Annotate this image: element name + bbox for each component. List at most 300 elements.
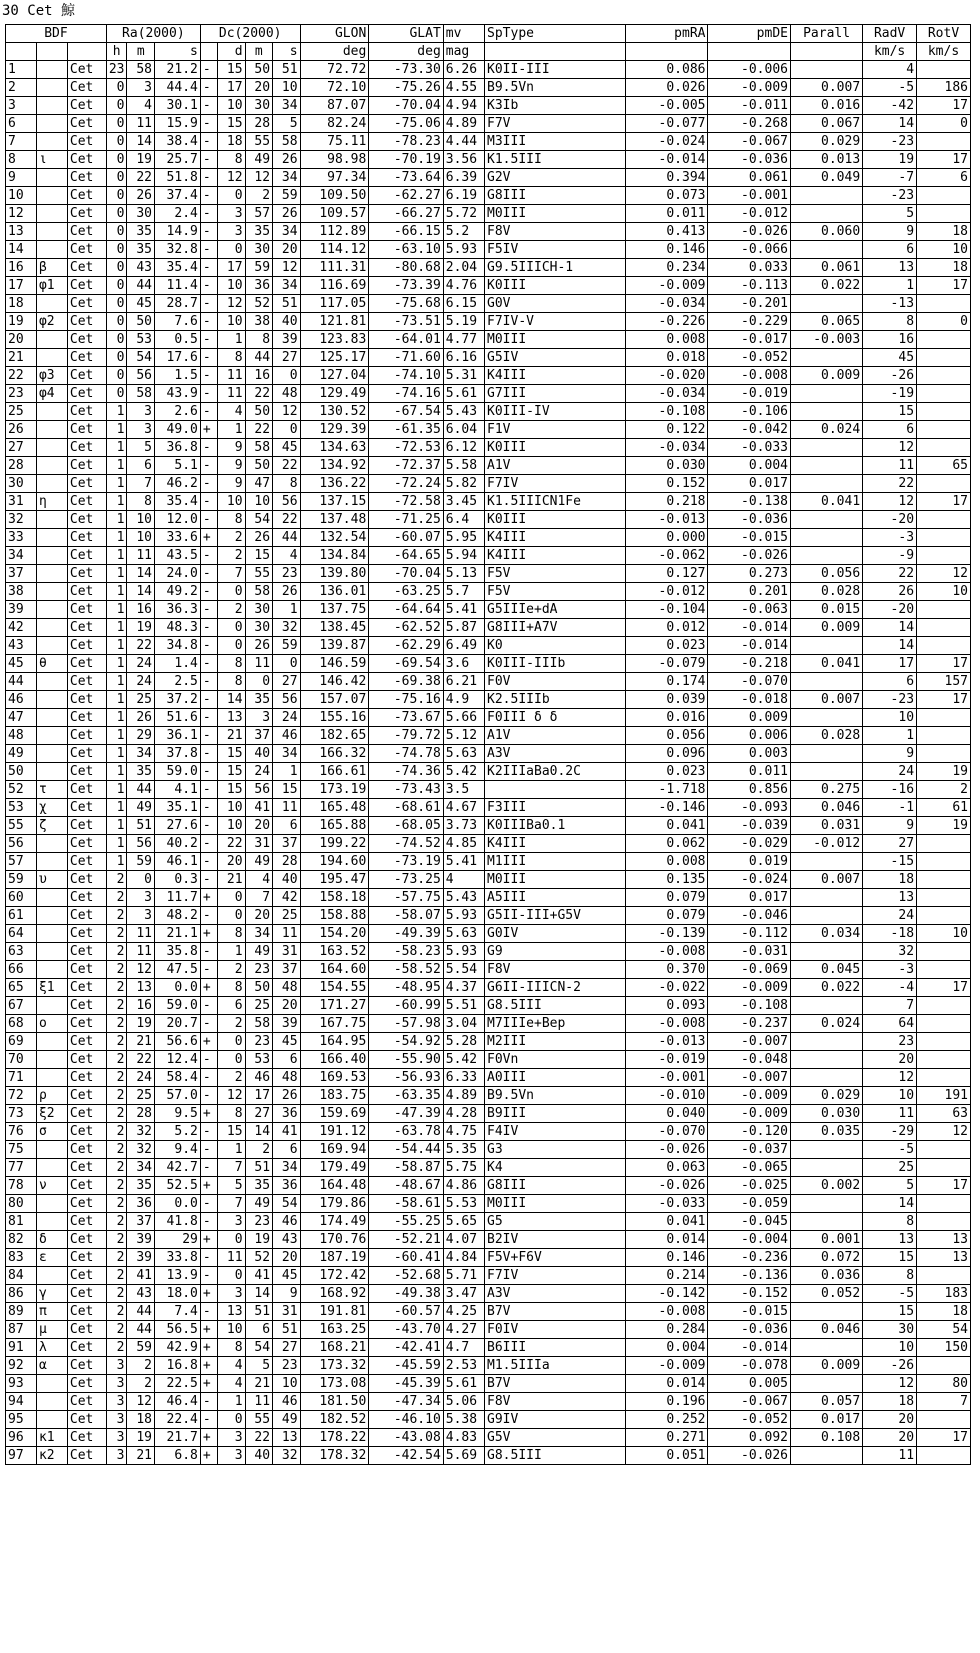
ra-h-cell: 1 bbox=[106, 511, 127, 529]
pmde-cell: -0.065 bbox=[708, 1159, 791, 1177]
ra-h-cell: 2 bbox=[106, 889, 127, 907]
dec-d-cell: 10 bbox=[218, 799, 246, 817]
dec-m-cell: 41 bbox=[245, 799, 273, 817]
dec-m-cell: 53 bbox=[245, 1051, 273, 1069]
ra-h-cell: 1 bbox=[106, 637, 127, 655]
pmde-cell: -0.268 bbox=[708, 115, 791, 133]
constellation-cell: Cet bbox=[67, 727, 106, 745]
header-radv: RadV bbox=[863, 25, 917, 43]
bdf-num-cell: 33 bbox=[6, 529, 37, 547]
ra-m-cell: 3 bbox=[127, 421, 155, 439]
glon-cell: 123.83 bbox=[300, 331, 369, 349]
glon-cell: 136.01 bbox=[300, 583, 369, 601]
table-row bbox=[6, 925, 971, 943]
dec-m-cell: 21 bbox=[245, 1375, 273, 1393]
bdf-num-cell: 45 bbox=[6, 655, 37, 673]
sptype-cell: G8III bbox=[485, 1177, 626, 1195]
constellation-cell: Cet bbox=[67, 1339, 106, 1357]
constellation-cell: Cet bbox=[67, 1411, 106, 1429]
ra-h-cell: 1 bbox=[106, 619, 127, 637]
dec-m-cell: 40 bbox=[245, 1447, 273, 1465]
dec-sign-cell: - bbox=[200, 1249, 217, 1267]
rotv-cell: 0 bbox=[917, 313, 971, 331]
table-row bbox=[6, 205, 971, 223]
mv-cell: 5.53 bbox=[443, 1195, 484, 1213]
parall-cell: 0.028 bbox=[790, 727, 862, 745]
glat-cell: -70.04 bbox=[369, 565, 443, 583]
bayer-cell bbox=[36, 1213, 67, 1231]
pmra-cell: -0.034 bbox=[625, 295, 708, 313]
constellation-cell: Cet bbox=[67, 1123, 106, 1141]
ra-m-cell: 10 bbox=[127, 529, 155, 547]
bdf-num-cell: 81 bbox=[6, 1213, 37, 1231]
dec-s-cell: 32 bbox=[273, 1447, 301, 1465]
dec-m-cell: 6 bbox=[245, 1321, 273, 1339]
dec-m-cell: 36 bbox=[245, 277, 273, 295]
dec-d-cell: 2 bbox=[218, 547, 246, 565]
ra-s-cell: 22.5 bbox=[154, 1375, 200, 1393]
dec-sign-cell: - bbox=[200, 475, 217, 493]
ra-m-cell: 43 bbox=[127, 259, 155, 277]
pmde-cell: 0.019 bbox=[708, 853, 791, 871]
dec-m-cell: 37 bbox=[245, 727, 273, 745]
pmde-cell: -0.014 bbox=[708, 619, 791, 637]
ra-m-cell: 44 bbox=[127, 277, 155, 295]
ra-s-cell: 11.4 bbox=[154, 277, 200, 295]
glat-cell: -60.07 bbox=[369, 529, 443, 547]
constellation-cell: Cet bbox=[67, 241, 106, 259]
dec-m-cell: 4 bbox=[245, 871, 273, 889]
unit-dec-s: s bbox=[273, 43, 301, 61]
dec-m-cell: 12 bbox=[245, 169, 273, 187]
dec-s-cell: 26 bbox=[273, 205, 301, 223]
ra-s-cell: 48.2 bbox=[154, 907, 200, 925]
dec-d-cell: 15 bbox=[218, 1123, 246, 1141]
mv-cell: 5.35 bbox=[443, 1141, 484, 1159]
dec-sign-cell: - bbox=[200, 367, 217, 385]
radv-cell: 32 bbox=[863, 943, 917, 961]
dec-s-cell: 27 bbox=[273, 1339, 301, 1357]
glat-cell: -60.41 bbox=[369, 1249, 443, 1267]
table-row bbox=[6, 277, 971, 295]
ra-s-cell: 7.4 bbox=[154, 1303, 200, 1321]
parall-cell: 0.007 bbox=[790, 871, 862, 889]
bdf-num-cell: 34 bbox=[6, 547, 37, 565]
radv-cell: 20 bbox=[863, 1411, 917, 1429]
bdf-num-cell: 6 bbox=[6, 115, 37, 133]
constellation-cell: Cet bbox=[67, 781, 106, 799]
glon-cell: 117.05 bbox=[300, 295, 369, 313]
ra-s-cell: 22.4 bbox=[154, 1411, 200, 1429]
ra-m-cell: 26 bbox=[127, 709, 155, 727]
dec-d-cell: 22 bbox=[218, 835, 246, 853]
glat-cell: -43.70 bbox=[369, 1321, 443, 1339]
dec-sign-cell: - bbox=[200, 331, 217, 349]
bayer-cell bbox=[36, 1069, 67, 1087]
constellation-cell: Cet bbox=[67, 1177, 106, 1195]
glon-cell: 191.81 bbox=[300, 1303, 369, 1321]
dec-sign-cell: - bbox=[200, 61, 217, 79]
bdf-num-cell: 44 bbox=[6, 673, 37, 691]
bayer-cell bbox=[36, 223, 67, 241]
unit-ra-s: s bbox=[154, 43, 200, 61]
ra-m-cell: 54 bbox=[127, 349, 155, 367]
pmra-cell: -0.008 bbox=[625, 943, 708, 961]
ra-m-cell: 49 bbox=[127, 799, 155, 817]
bdf-num-cell: 12 bbox=[6, 205, 37, 223]
radv-cell: 20 bbox=[863, 1429, 917, 1447]
ra-h-cell: 1 bbox=[106, 403, 127, 421]
ra-h-cell: 2 bbox=[106, 1033, 127, 1051]
radv-cell: -29 bbox=[863, 1123, 917, 1141]
rotv-cell: 17 bbox=[917, 277, 971, 295]
rotv-cell bbox=[917, 745, 971, 763]
pmde-cell: -0.059 bbox=[708, 1195, 791, 1213]
glat-cell: -48.95 bbox=[369, 979, 443, 997]
mv-cell: 3.6 bbox=[443, 655, 484, 673]
dec-m-cell: 55 bbox=[245, 565, 273, 583]
ra-h-cell: 1 bbox=[106, 799, 127, 817]
radv-cell: -18 bbox=[863, 925, 917, 943]
pmra-cell: 0.040 bbox=[625, 1105, 708, 1123]
glon-cell: 166.61 bbox=[300, 763, 369, 781]
rotv-cell bbox=[917, 835, 971, 853]
pmde-cell: -0.113 bbox=[708, 277, 791, 295]
radv-cell: 18 bbox=[863, 1393, 917, 1411]
ra-h-cell: 1 bbox=[106, 673, 127, 691]
glat-cell: -79.72 bbox=[369, 727, 443, 745]
dec-sign-cell: - bbox=[200, 403, 217, 421]
dec-d-cell: 3 bbox=[218, 1447, 246, 1465]
ra-m-cell: 19 bbox=[127, 151, 155, 169]
sptype-cell: G5IV bbox=[485, 349, 626, 367]
pmde-cell: -0.063 bbox=[708, 601, 791, 619]
dec-s-cell: 1 bbox=[273, 601, 301, 619]
sptype-cell: M0III bbox=[485, 871, 626, 889]
ra-s-cell: 43.9 bbox=[154, 385, 200, 403]
mv-cell: 6.33 bbox=[443, 1069, 484, 1087]
mv-cell: 5.28 bbox=[443, 1033, 484, 1051]
sptype-cell: F7IV bbox=[485, 1267, 626, 1285]
bayer-cell bbox=[36, 1141, 67, 1159]
ra-h-cell: 2 bbox=[106, 1123, 127, 1141]
rotv-cell: 2 bbox=[917, 781, 971, 799]
dec-d-cell: 2 bbox=[218, 529, 246, 547]
table-row bbox=[6, 295, 971, 313]
dec-s-cell: 28 bbox=[273, 853, 301, 871]
constellation-cell: Cet bbox=[67, 1195, 106, 1213]
rotv-cell: 17 bbox=[917, 97, 971, 115]
pmra-cell: 0.012 bbox=[625, 619, 708, 637]
dec-m-cell: 24 bbox=[245, 763, 273, 781]
dec-s-cell: 46 bbox=[273, 1213, 301, 1231]
dec-s-cell: 40 bbox=[273, 313, 301, 331]
ra-m-cell: 3 bbox=[127, 79, 155, 97]
bayer-cell: α bbox=[36, 1357, 67, 1375]
rotv-cell: 0 bbox=[917, 115, 971, 133]
ra-m-cell: 3 bbox=[127, 907, 155, 925]
pmra-cell: -0.001 bbox=[625, 1069, 708, 1087]
ra-m-cell: 18 bbox=[127, 1411, 155, 1429]
bayer-cell bbox=[36, 1411, 67, 1429]
constellation-cell: Cet bbox=[67, 1357, 106, 1375]
table-row bbox=[6, 1159, 971, 1177]
bdf-num-cell: 48 bbox=[6, 727, 37, 745]
ra-m-cell: 21 bbox=[127, 1447, 155, 1465]
table-row bbox=[6, 817, 971, 835]
rotv-cell: 7 bbox=[917, 1393, 971, 1411]
glat-cell: -62.52 bbox=[369, 619, 443, 637]
ra-m-cell: 2 bbox=[127, 1375, 155, 1393]
glat-cell: -70.19 bbox=[369, 151, 443, 169]
bdf-num-cell: 26 bbox=[6, 421, 37, 439]
sptype-cell: B9.5Vn bbox=[485, 1087, 626, 1105]
dec-sign-cell: - bbox=[200, 1123, 217, 1141]
table-row bbox=[6, 511, 971, 529]
table-row bbox=[6, 439, 971, 457]
dec-m-cell: 30 bbox=[245, 97, 273, 115]
rotv-cell bbox=[917, 1159, 971, 1177]
bayer-cell bbox=[36, 637, 67, 655]
mv-cell: 6.16 bbox=[443, 349, 484, 367]
mv-cell: 6.15 bbox=[443, 295, 484, 313]
dec-sign-cell: - bbox=[200, 457, 217, 475]
ra-m-cell: 58 bbox=[127, 385, 155, 403]
ra-h-cell: 2 bbox=[106, 1213, 127, 1231]
ra-h-cell: 2 bbox=[106, 979, 127, 997]
glat-cell: -73.43 bbox=[369, 781, 443, 799]
ra-s-cell: 51.8 bbox=[154, 169, 200, 187]
ra-m-cell: 6 bbox=[127, 457, 155, 475]
glat-cell: -52.21 bbox=[369, 1231, 443, 1249]
glat-cell: -64.64 bbox=[369, 601, 443, 619]
constellation-cell: Cet bbox=[67, 349, 106, 367]
ra-h-cell: 1 bbox=[106, 853, 127, 871]
pmde-cell: 0.004 bbox=[708, 457, 791, 475]
sptype-cell: F7V bbox=[485, 115, 626, 133]
dec-d-cell: 8 bbox=[218, 1105, 246, 1123]
ra-h-cell: 0 bbox=[106, 97, 127, 115]
pmra-cell: -0.139 bbox=[625, 925, 708, 943]
bayer-cell bbox=[36, 727, 67, 745]
ra-s-cell: 27.6 bbox=[154, 817, 200, 835]
glat-cell: -73.25 bbox=[369, 871, 443, 889]
dec-m-cell: 5 bbox=[245, 1357, 273, 1375]
ra-s-cell: 49.0 bbox=[154, 421, 200, 439]
mv-cell: 5.61 bbox=[443, 385, 484, 403]
mv-cell: 4.84 bbox=[443, 1249, 484, 1267]
radv-cell: -23 bbox=[863, 187, 917, 205]
dec-m-cell: 49 bbox=[245, 853, 273, 871]
pmde-cell: -0.067 bbox=[708, 1393, 791, 1411]
ra-s-cell: 37.2 bbox=[154, 691, 200, 709]
dec-sign-cell: - bbox=[200, 619, 217, 637]
sptype-cell: F7IV bbox=[485, 475, 626, 493]
dec-d-cell: 11 bbox=[218, 367, 246, 385]
glat-cell: -71.60 bbox=[369, 349, 443, 367]
dec-m-cell: 55 bbox=[245, 133, 273, 151]
ra-s-cell: 18.0 bbox=[154, 1285, 200, 1303]
unit-ra-m: m bbox=[127, 43, 155, 61]
ra-h-cell: 2 bbox=[106, 1249, 127, 1267]
dec-sign-cell: - bbox=[200, 907, 217, 925]
sptype-cell: F3III bbox=[485, 799, 626, 817]
ra-h-cell: 2 bbox=[106, 925, 127, 943]
pmde-cell: -0.136 bbox=[708, 1267, 791, 1285]
glon-cell: 167.75 bbox=[300, 1015, 369, 1033]
dec-s-cell: 51 bbox=[273, 295, 301, 313]
table-row bbox=[6, 943, 971, 961]
table-row bbox=[6, 457, 971, 475]
dec-d-cell: 11 bbox=[218, 1249, 246, 1267]
rotv-cell bbox=[917, 997, 971, 1015]
table-row bbox=[6, 619, 971, 637]
rotv-cell bbox=[917, 601, 971, 619]
glat-cell: -49.38 bbox=[369, 1285, 443, 1303]
pmde-cell: 0.273 bbox=[708, 565, 791, 583]
mv-cell: 5.95 bbox=[443, 529, 484, 547]
bayer-cell bbox=[36, 763, 67, 781]
table-row bbox=[6, 1267, 971, 1285]
dec-sign-cell: - bbox=[200, 835, 217, 853]
glon-cell: 173.08 bbox=[300, 1375, 369, 1393]
bdf-num-cell: 96 bbox=[6, 1429, 37, 1447]
ra-m-cell: 25 bbox=[127, 691, 155, 709]
ra-h-cell: 2 bbox=[106, 1159, 127, 1177]
glon-cell: 199.22 bbox=[300, 835, 369, 853]
radv-cell: -1 bbox=[863, 799, 917, 817]
rotv-cell: 13 bbox=[917, 1231, 971, 1249]
dec-sign-cell: - bbox=[200, 691, 217, 709]
bayer-cell: ο bbox=[36, 1015, 67, 1033]
radv-cell: 16 bbox=[863, 331, 917, 349]
constellation-cell: Cet bbox=[67, 709, 106, 727]
dec-sign-cell: - bbox=[200, 1087, 217, 1105]
glon-cell: 165.88 bbox=[300, 817, 369, 835]
table-row bbox=[6, 475, 971, 493]
radv-cell: 18 bbox=[863, 871, 917, 889]
parall-cell: 0.046 bbox=[790, 1321, 862, 1339]
ra-s-cell: 36.8 bbox=[154, 439, 200, 457]
glon-cell: 195.47 bbox=[300, 871, 369, 889]
bayer-cell: φ3 bbox=[36, 367, 67, 385]
pmra-cell: 0.135 bbox=[625, 871, 708, 889]
ra-s-cell: 15.9 bbox=[154, 115, 200, 133]
bdf-num-cell: 95 bbox=[6, 1411, 37, 1429]
bayer-cell bbox=[36, 1267, 67, 1285]
glat-cell: -45.39 bbox=[369, 1375, 443, 1393]
pmra-cell: -0.022 bbox=[625, 979, 708, 997]
sptype-cell: M2III bbox=[485, 1033, 626, 1051]
ra-s-cell: 35.8 bbox=[154, 943, 200, 961]
ra-m-cell: 29 bbox=[127, 727, 155, 745]
table-row bbox=[6, 1429, 971, 1447]
bdf-num-cell: 53 bbox=[6, 799, 37, 817]
dec-d-cell: 15 bbox=[218, 115, 246, 133]
table-row bbox=[6, 529, 971, 547]
dec-d-cell: 0 bbox=[218, 619, 246, 637]
pmra-cell: 0.079 bbox=[625, 907, 708, 925]
dec-sign-cell: - bbox=[200, 511, 217, 529]
dec-d-cell: 7 bbox=[218, 1195, 246, 1213]
radv-cell: -26 bbox=[863, 367, 917, 385]
pmra-cell: 0.218 bbox=[625, 493, 708, 511]
dec-m-cell: 54 bbox=[245, 511, 273, 529]
pmde-cell: -0.152 bbox=[708, 1285, 791, 1303]
ra-s-cell: 59.0 bbox=[154, 763, 200, 781]
pmde-cell: -0.009 bbox=[708, 1105, 791, 1123]
sptype-cell: B7V bbox=[485, 1303, 626, 1321]
dec-m-cell: 16 bbox=[245, 367, 273, 385]
dec-m-cell: 26 bbox=[245, 529, 273, 547]
ra-s-cell: 16.8 bbox=[154, 1357, 200, 1375]
radv-cell: 10 bbox=[863, 1339, 917, 1357]
ra-s-cell: 0.5 bbox=[154, 331, 200, 349]
dec-m-cell: 50 bbox=[245, 61, 273, 79]
dec-s-cell: 22 bbox=[273, 511, 301, 529]
ra-m-cell: 36 bbox=[127, 1195, 155, 1213]
bdf-num-cell: 22 bbox=[6, 367, 37, 385]
dec-sign-cell: + bbox=[200, 1285, 217, 1303]
ra-s-cell: 57.0 bbox=[154, 1087, 200, 1105]
dec-m-cell: 14 bbox=[245, 1123, 273, 1141]
pmde-cell: -0.039 bbox=[708, 817, 791, 835]
pmde-cell: 0.061 bbox=[708, 169, 791, 187]
dec-d-cell: 8 bbox=[218, 1339, 246, 1357]
table-row bbox=[6, 565, 971, 583]
ra-s-cell: 25.7 bbox=[154, 151, 200, 169]
ra-m-cell: 56 bbox=[127, 835, 155, 853]
dec-sign-cell: - bbox=[200, 223, 217, 241]
pmra-cell: 0.016 bbox=[625, 709, 708, 727]
ra-m-cell: 59 bbox=[127, 853, 155, 871]
glat-cell: -57.98 bbox=[369, 1015, 443, 1033]
rotv-cell bbox=[917, 1357, 971, 1375]
table-row bbox=[6, 367, 971, 385]
pmde-cell: -0.036 bbox=[708, 1321, 791, 1339]
parall-cell bbox=[790, 997, 862, 1015]
glat-cell: -69.38 bbox=[369, 673, 443, 691]
dec-sign-cell: - bbox=[200, 259, 217, 277]
dec-s-cell: 6 bbox=[273, 1051, 301, 1069]
glon-cell: 171.27 bbox=[300, 997, 369, 1015]
ra-s-cell: 56.5 bbox=[154, 1321, 200, 1339]
pmra-cell: 0.039 bbox=[625, 691, 708, 709]
dec-m-cell: 20 bbox=[245, 907, 273, 925]
radv-cell: 64 bbox=[863, 1015, 917, 1033]
ra-s-cell: 12.0 bbox=[154, 511, 200, 529]
ra-m-cell: 50 bbox=[127, 313, 155, 331]
ra-s-cell: 41.8 bbox=[154, 1213, 200, 1231]
dec-s-cell: 1 bbox=[273, 763, 301, 781]
radv-cell: -20 bbox=[863, 511, 917, 529]
glon-cell: 134.84 bbox=[300, 547, 369, 565]
glon-cell: 138.45 bbox=[300, 619, 369, 637]
dec-sign-cell: - bbox=[200, 1069, 217, 1087]
sptype-cell: G9IV bbox=[485, 1411, 626, 1429]
dec-s-cell: 43 bbox=[273, 1231, 301, 1249]
table-row bbox=[6, 1285, 971, 1303]
dec-sign-cell: - bbox=[200, 709, 217, 727]
ra-h-cell: 3 bbox=[106, 1357, 127, 1375]
dec-d-cell: 10 bbox=[218, 817, 246, 835]
rotv-cell: 18 bbox=[917, 223, 971, 241]
constellation-cell: Cet bbox=[67, 691, 106, 709]
rotv-cell: 18 bbox=[917, 259, 971, 277]
ra-m-cell: 45 bbox=[127, 295, 155, 313]
table-row bbox=[6, 979, 971, 997]
glon-cell: 139.80 bbox=[300, 565, 369, 583]
